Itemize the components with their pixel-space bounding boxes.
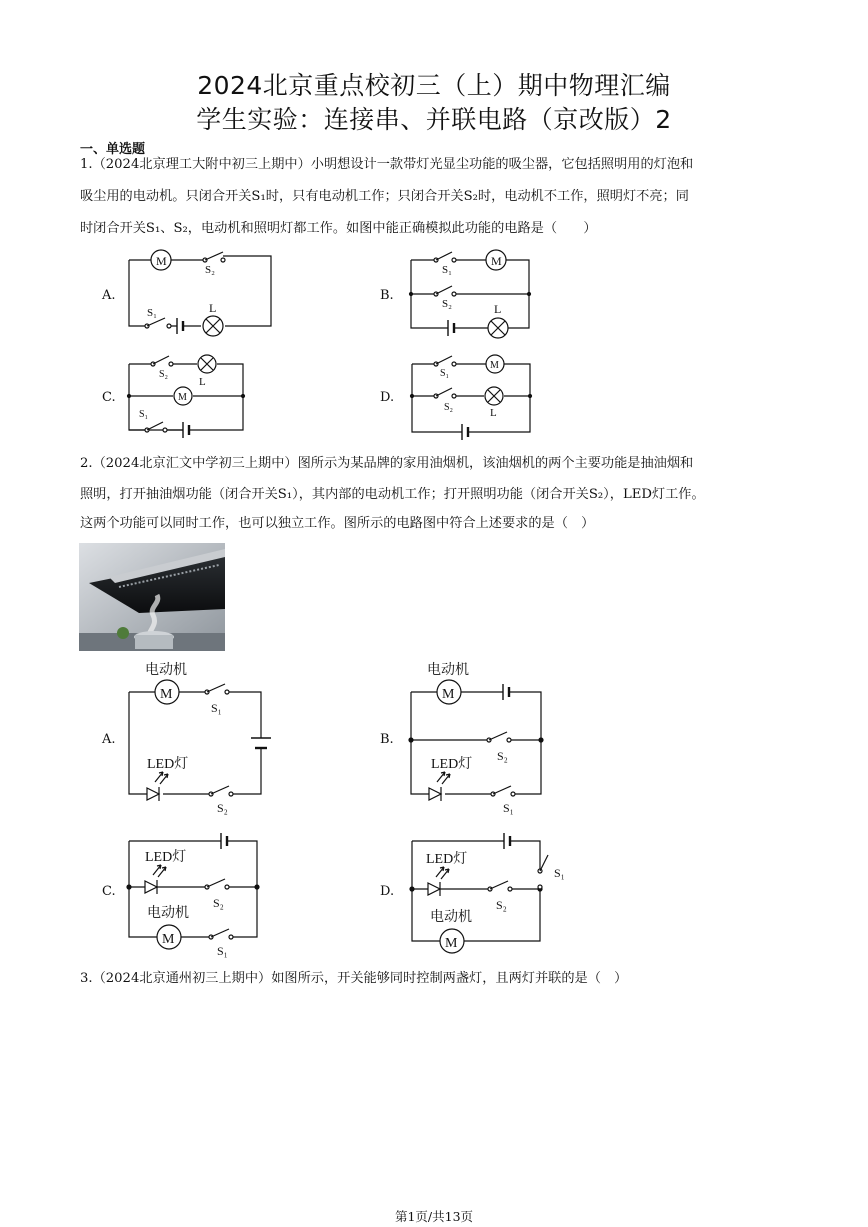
switch-s1-label: S₁ <box>554 866 565 880</box>
motor-symbol: M <box>178 392 187 403</box>
q2-line3: 这两个功能可以同时工作，也可以独立工作。图所示的电路图中符合上述要求的是（ ） <box>80 516 595 531</box>
switch-s1-label: S₁ <box>147 307 157 319</box>
switch-s1-label: S₁ <box>503 801 514 815</box>
led-cn-label: LED灯 <box>145 850 187 865</box>
switch-s2-label: S₂ <box>444 402 454 413</box>
switch-s2-label: S₂ <box>159 369 169 380</box>
lamp-label: L <box>199 376 206 388</box>
q2-line2: 照明，打开抽油烟功能（闭合开关S₁），其内部的电动机工作；打开照明功能（闭合开关S₂），LED灯工作。 <box>80 487 705 502</box>
motor-symbol: M <box>490 360 499 371</box>
q1-circuit-a <box>125 250 275 335</box>
q2-line1: 2.（2024北京汇文中学初三上期中）图所示为某品牌的家用油烟机，该油烟机的两个主要功能是抽油烟和 <box>80 456 694 471</box>
switch-s2-label: S₂ <box>497 749 508 763</box>
switch-s2-label: S₂ <box>217 801 228 815</box>
q1-option-a-label[interactable]: A. <box>102 288 116 303</box>
switch-s2-label: S₂ <box>442 298 452 310</box>
motor-symbol: M <box>442 687 455 702</box>
motor-symbol: M <box>491 254 502 268</box>
range-hood-photo <box>79 543 225 651</box>
q2-circuit-a <box>127 660 277 815</box>
lamp-label: L <box>209 301 217 315</box>
q1-option-d-label[interactable]: D. <box>380 390 395 405</box>
q2-option-a-label[interactable]: A. <box>102 732 116 747</box>
motor-symbol: M <box>160 687 173 702</box>
switch-s2-label: S₂ <box>496 898 507 912</box>
led-cn-label: LED灯 <box>431 757 473 772</box>
q2-circuit-b <box>409 660 554 815</box>
motor-cn-label: 电动机 <box>147 906 189 921</box>
motor-symbol: M <box>445 936 458 951</box>
switch-s1-label: S₁ <box>440 368 450 379</box>
q1-circuit-c <box>127 354 247 444</box>
q2-option-b-label[interactable]: B. <box>380 732 394 747</box>
switch-s1-label: S₁ <box>217 944 228 958</box>
led-cn-label: LED灯 <box>426 852 468 867</box>
q3-line1: 3.（2024北京通州初三上期中）如图所示，开关能够同时控制两盏灯，且两灯并联的是（ ） <box>80 971 628 986</box>
q2-option-d-label[interactable]: D. <box>380 884 395 899</box>
q2-circuit-c <box>127 825 267 960</box>
q1-line3: 时闭合开关S₁、S₂，电动机和照明灯都工作。如图中能正确模拟此功能的电路是（ ） <box>80 221 597 236</box>
q1-option-b-label[interactable]: B. <box>380 288 394 303</box>
q1-circuit-b <box>408 250 533 335</box>
switch-s1-label: S₁ <box>442 264 452 276</box>
switch-s2-label: S₂ <box>205 264 215 276</box>
switch-s1-label: S₁ <box>211 701 222 715</box>
page-title-line1: 2024北京重点校初三（上）期中物理汇编 <box>197 71 671 100</box>
q2-circuit-d <box>410 825 570 960</box>
motor-symbol: M <box>156 254 167 268</box>
section-heading: 一、单选题 <box>80 142 146 157</box>
motor-cn-label: 电动机 <box>427 663 469 678</box>
q1-option-c-label[interactable]: C. <box>102 390 116 405</box>
q1-line2: 吸尘用的电动机。只闭合开关S₁时，只有电动机工作；只闭合开关S₂时，电动机不工作，照明灯不亮；同 <box>80 189 689 204</box>
page-title-line2: 学生实验：连接串、并联电路（京改版）2 <box>196 105 672 134</box>
motor-cn-label: 电动机 <box>145 663 187 678</box>
motor-cn-label: 电动机 <box>430 910 472 925</box>
lamp-label: L <box>494 302 502 316</box>
q2-option-c-label[interactable]: C. <box>102 884 116 899</box>
q1-line1: 1.（2024北京理工大附中初三上期中）小明想设计一款带灯光显尘功能的吸尘器，它包括照明用的灯泡和 <box>80 157 694 172</box>
led-cn-label: LED灯 <box>147 757 189 772</box>
q1-circuit-d <box>410 354 535 444</box>
switch-s1-label: S₁ <box>139 409 149 420</box>
page-footer: 第1页/共13页 <box>394 1209 474 1224</box>
switch-s2-label: S₂ <box>213 896 224 910</box>
lamp-label: L <box>490 407 497 419</box>
motor-symbol: M <box>162 932 175 947</box>
